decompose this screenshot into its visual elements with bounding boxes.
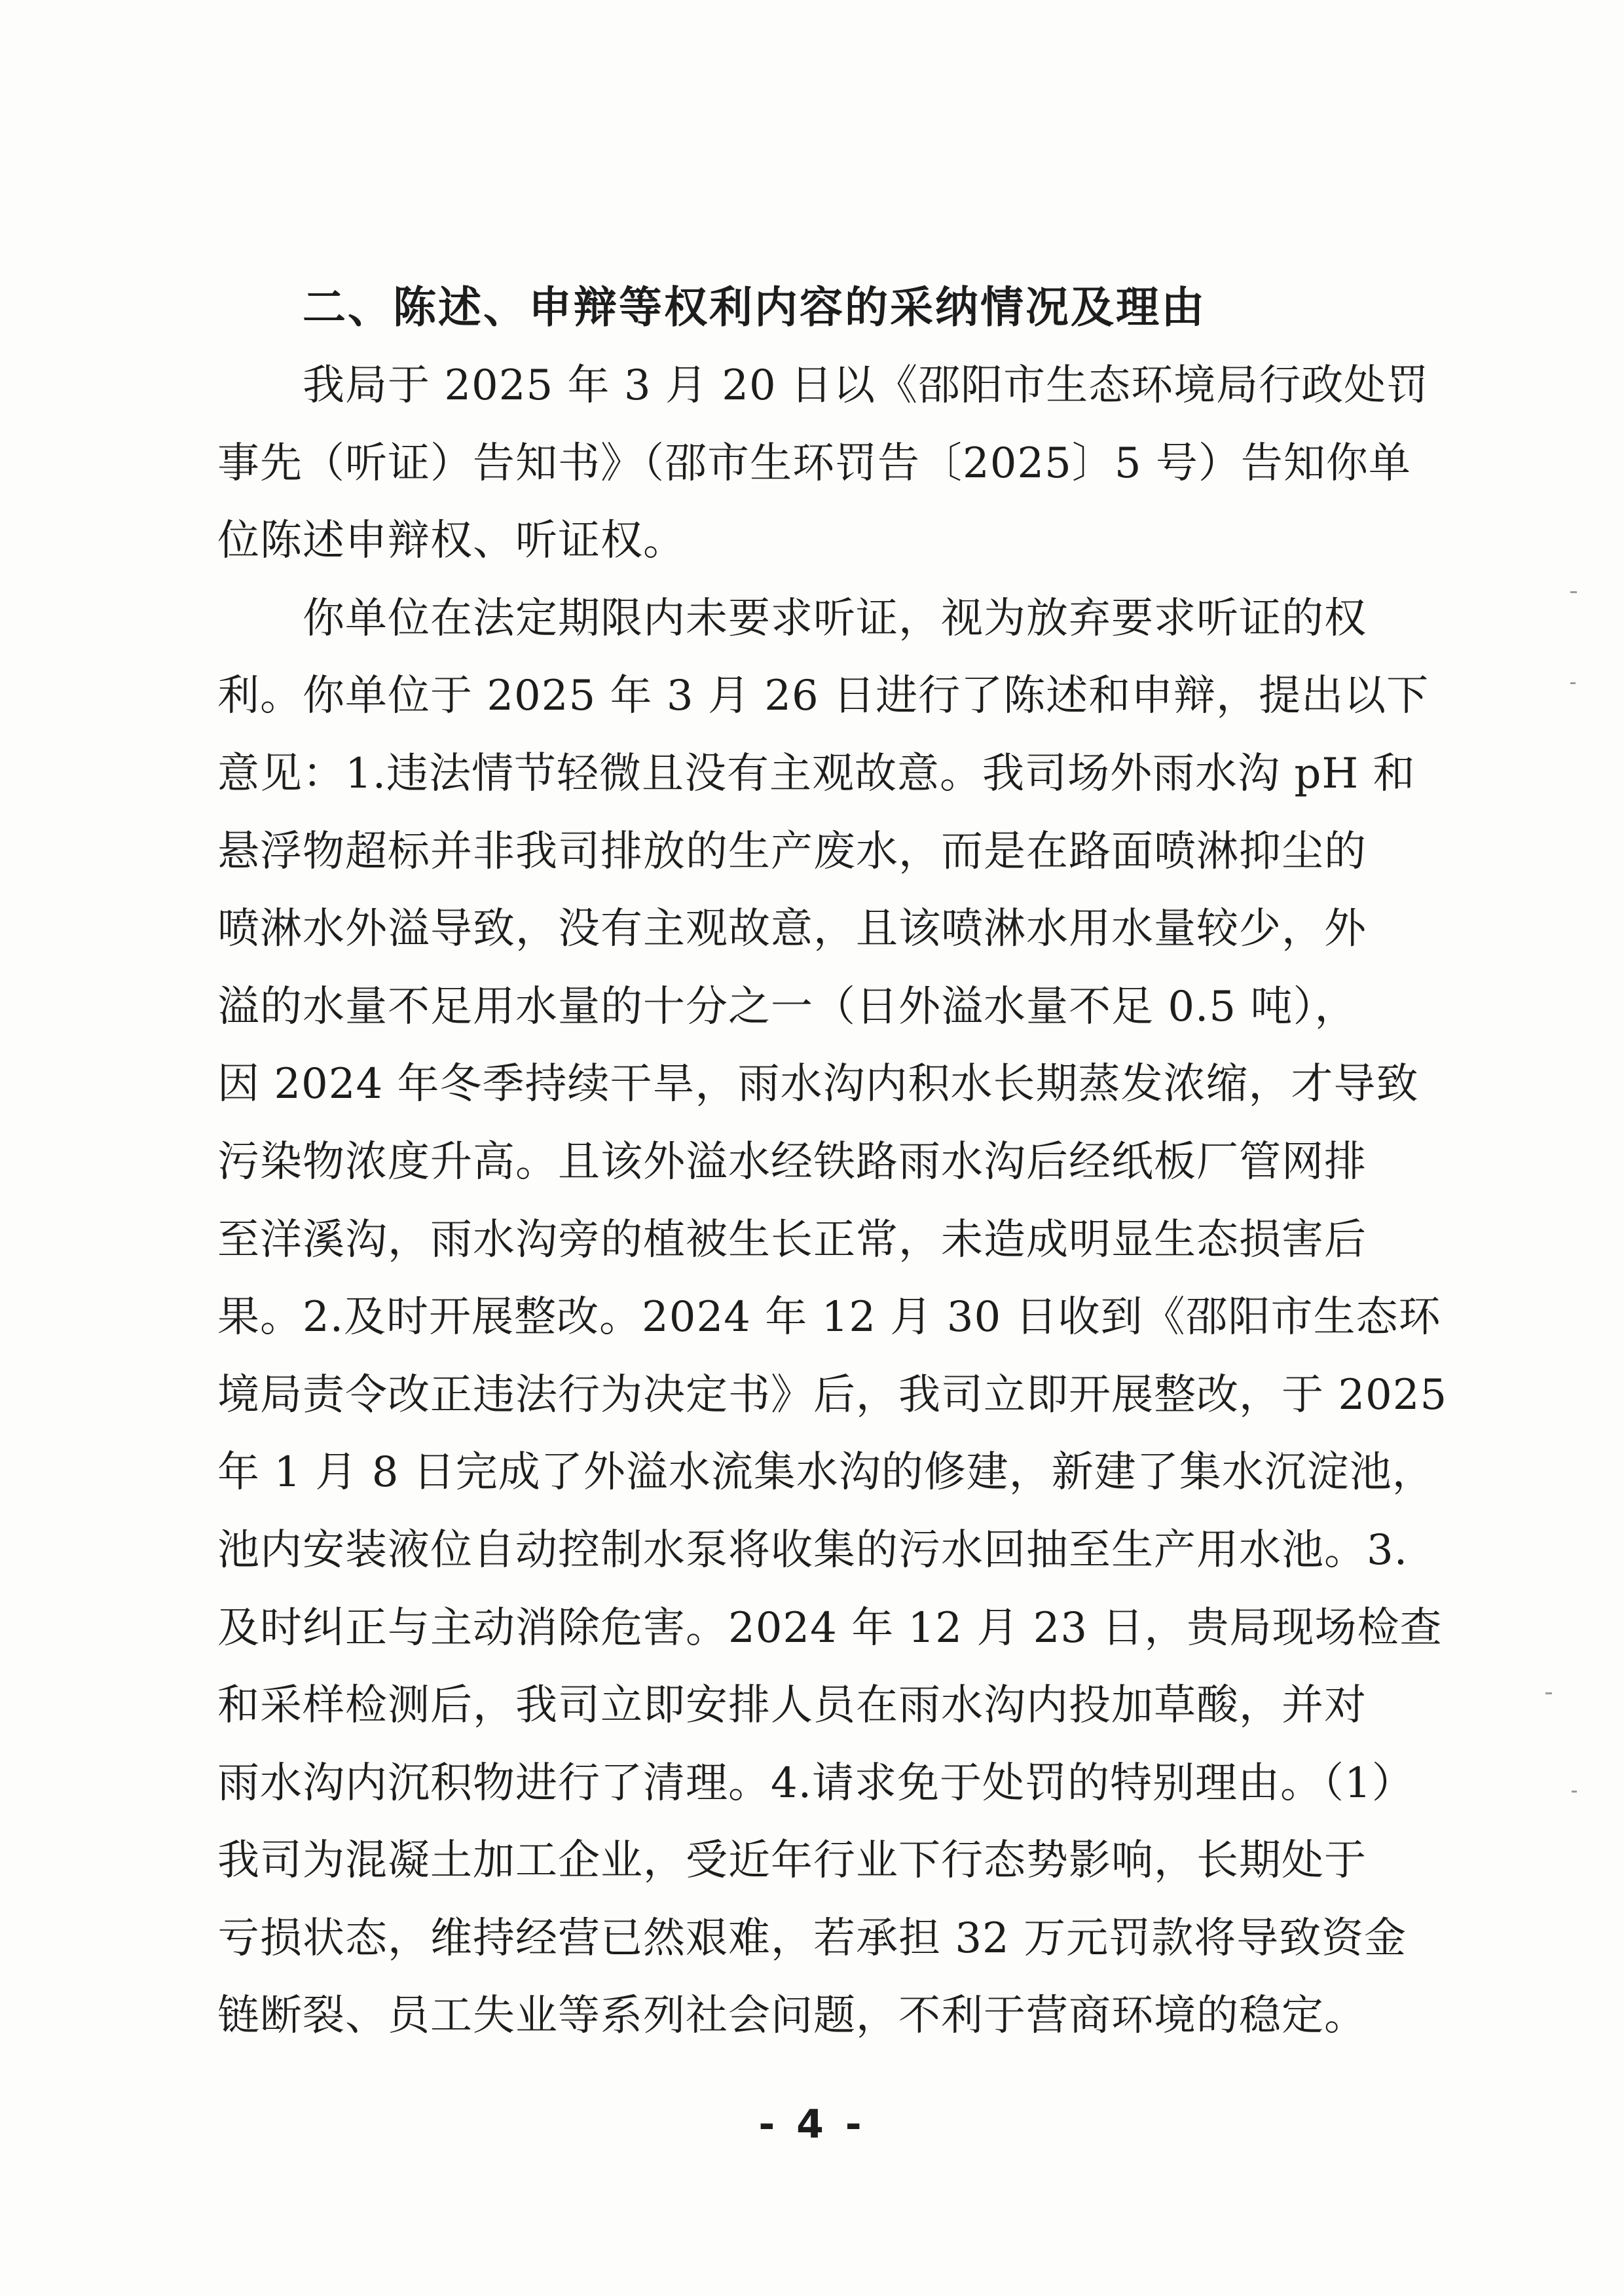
- text-line: 污染物浓度升高。且该外溢水经铁路雨水沟后经纸板厂管网排: [217, 1137, 1367, 1186]
- text-line: 利。你单位于 2025 年 3 月 26 日进行了陈述和申辩，提出以下: [217, 672, 1430, 721]
- text-line: 位陈述申辩权、听证权。: [217, 517, 686, 566]
- text-line: 雨水沟内沉积物进行了清理。4.请求免于处罚的特别理由。（1）: [217, 1758, 1414, 1808]
- paragraph-lines: [217, 347, 1448, 2055]
- text-line: 我局于 2025 年 3 月 20 日以《邵阳市生态环境局行政处罚: [303, 361, 1430, 410]
- page-number: - 4 -: [758, 2102, 866, 2147]
- text-line: 溢的水量不足用水量的十分之一（日外溢水量不足 0.5 吨），: [217, 982, 1357, 1031]
- text-line: 年 1 月 8 日完成了外溢水流集水沟的修建，新建了集水沉淀池，: [217, 1448, 1435, 1497]
- text-line: 我司为混凝土加工企业，受近年行业下行态势影响，长期处于: [217, 1836, 1367, 1886]
- text-line: 悬浮物超标并非我司排放的生产废水，而是在路面喷淋抑尘的: [217, 827, 1367, 876]
- scan-mark: [1570, 591, 1577, 593]
- text-line: 池内安装液位自动控制水泵将收集的污水回抽至生产用水池。3.: [217, 1525, 1409, 1575]
- text-line: 亏损状态，维持经营已然艰难，若承担 32 万元罚款将导致资金: [217, 1914, 1407, 1963]
- text-line: 至洋溪沟，雨水沟旁的植被生长正常，未造成明显生态损害后: [217, 1215, 1367, 1264]
- text-line: 你单位在法定期限内未要求听证，视为放弃要求听证的权: [303, 594, 1367, 643]
- text-line: 喷淋水外溢导致，没有主观故意，且该喷淋水用水量较少，外: [217, 905, 1367, 954]
- text-line: 境局责令改正违法行为决定书》后，我司立即开展整改，于 2025: [217, 1370, 1448, 1419]
- text-line: 因 2024 年冬季持续干旱，雨水沟内积水长期蒸发浓缩，才导致: [217, 1060, 1419, 1109]
- text-line: 意见：1.违法情节轻微且没有主观故意。我司场外雨水沟 pH 和: [217, 749, 1416, 798]
- text-line: 链断裂、员工失业等系列社会问题，不利于营商环境的稳定。: [217, 1992, 1367, 2041]
- text-line: 事先（听证）告知书》（邵市生环罚告〔2025〕5 号）告知你单: [217, 439, 1411, 488]
- text-line: 和采样检测后，我司立即安排人员在雨水沟内投加草酸，并对: [217, 1681, 1367, 1730]
- scan-mark: [1545, 1692, 1552, 1694]
- scan-mark: [1570, 682, 1576, 684]
- scan-mark: [1572, 1791, 1577, 1793]
- text-line: 及时纠正与主动消除危害。2024 年 12 月 23 日，贵局现场检查: [217, 1603, 1443, 1652]
- text-line: 果。2.及时开展整改。2024 年 12 月 30 日收到《邵阳市生态环: [217, 1293, 1441, 1342]
- document-body: [217, 268, 1448, 2055]
- section-heading: 二、陈述、申辩等权利内容的采纳情况及理由: [303, 282, 1206, 333]
